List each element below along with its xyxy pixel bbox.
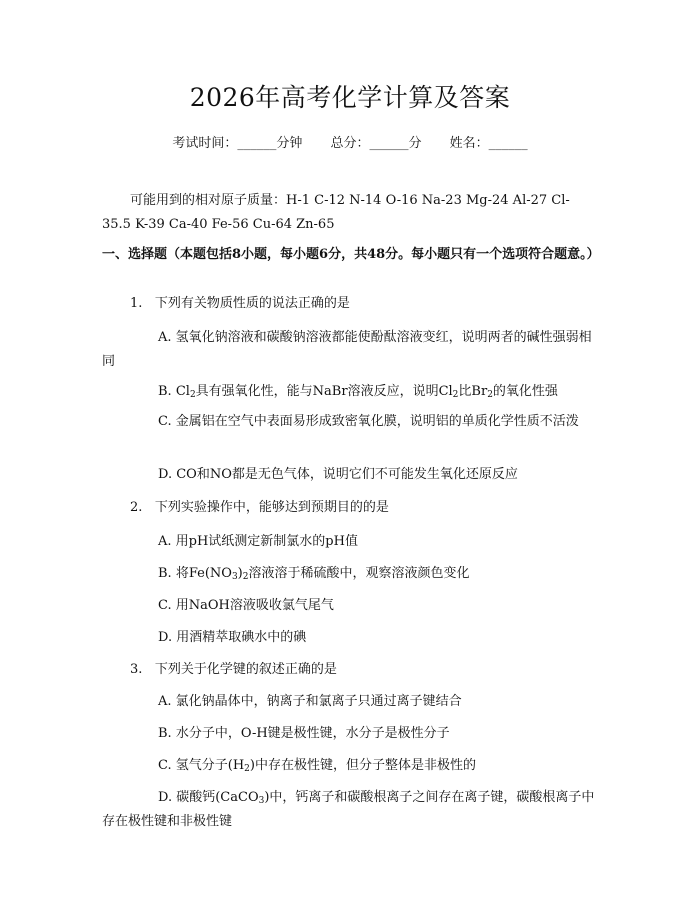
- total-score-field: 总分：______分: [330, 136, 422, 151]
- option-1a: A. 氢氧化钠溶液和碳酸钠溶液都能使酚酞溶液变红，说明两者的碱性强弱相同: [102, 330, 592, 369]
- question-stem: 下列关于化学键的叙述正确的是: [154, 662, 337, 677]
- exam-time-field: 考试时间：______分钟: [172, 136, 303, 151]
- question-1: [130, 292, 600, 316]
- option-2c: C. 用NaOH溶液吸收氯气尾气: [158, 598, 334, 613]
- question-number: 2.: [130, 500, 143, 515]
- option-3c: C. 氢气分子$(H_2)$中存在极性键，但分子整体是非极性的: [158, 758, 476, 774]
- page-title: 2026年高考化学计算及答案: [189, 83, 511, 112]
- question-stem: 下列有关物质性质的说法正确的是: [154, 296, 350, 311]
- question-number: 3.: [130, 662, 143, 677]
- option-3d: D. 碳酸钙(CaCO$_3$)中，钙离子和碳酸根离子之间存在离子键，碳酸根离子中存在极性键和非极性键: [102, 790, 595, 829]
- option-2b: B. 将$Fe(NO_3)_2$溶液溶于稀硫酸中，观察溶液颜色变化: [158, 566, 470, 582]
- name-field: 姓名：______: [449, 136, 528, 151]
- question-stem: 下列实验操作中，能够达到预期目的的是: [154, 500, 389, 515]
- option-3a: A. 氯化钠晶体中，钠离子和氯离子只通过离子键结合: [158, 694, 462, 709]
- option-3b: B. 水分子中，O-H键是极性键，水分子是极性分子: [158, 726, 450, 741]
- option-1b: B. $Cl_2$具有强氧化性，能与NaBr溶液反应，说明$Cl_2$比$Br_2$的氧化性强: [158, 384, 558, 400]
- exam-meta: [0, 132, 700, 151]
- section-heading: 一、选择题（本题包括8小题，每小题6分，共48分。每小题只有一个选项符合题意。）: [102, 247, 600, 262]
- question-3: [130, 658, 600, 682]
- question-number: 1.: [130, 296, 143, 311]
- option-1c: C. 金属铝在空气中表面易形成致密氧化膜，说明铝的单质化学性质不活泼: [158, 414, 579, 429]
- option-2a: A. 用pH试纸测定新制氯水的pH值: [158, 534, 358, 549]
- option-2d: D. 用酒精萃取碘水中的碘: [158, 630, 307, 645]
- question-2: [130, 496, 600, 520]
- option-1d: D. CO和NO都是无色气体，说明它们不可能发生氧化还原反应: [158, 467, 518, 482]
- atomic-masses-note: 可能用到的相对原子质量：H-1 C-12 N-14 O-16 Na-23 Mg-24 Al-27 Cl-35.5 K-39 Ca-40 Fe-56 Cu-64 Zn-65: [102, 193, 570, 232]
